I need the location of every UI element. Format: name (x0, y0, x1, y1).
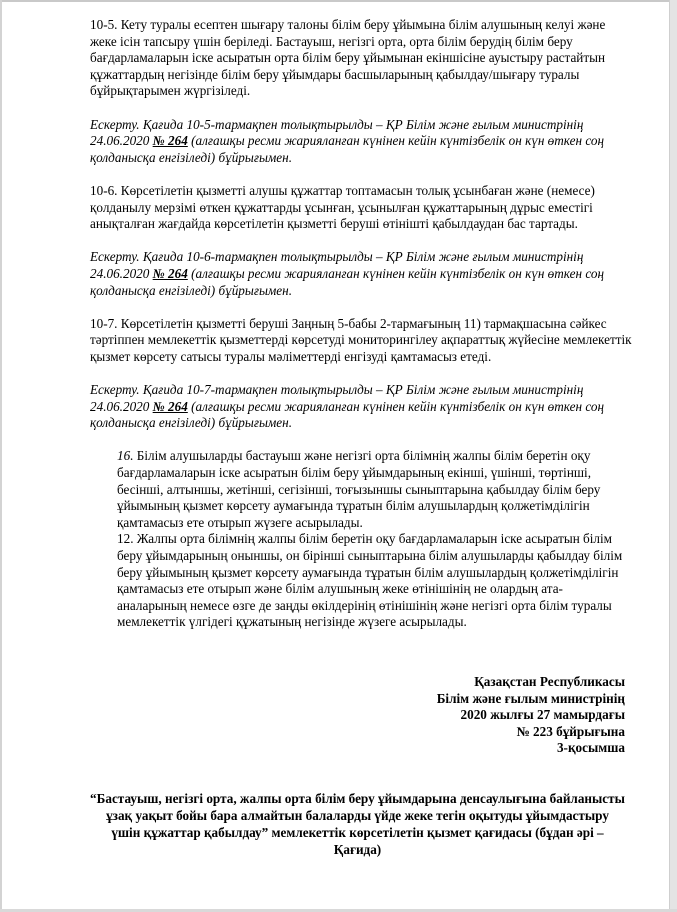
signature-line-5: 3-қосымша (556, 740, 625, 756)
note-10-6 (90, 249, 635, 299)
paragraph-10-5: 10-5. Кету туралы есептен шығару талоны білім беру ұйымына білім алушының келуі және жеке ісін тапсыру үшін беріледі. Бастауыш, негізгі орта, орта білім берудің білім беру бағдарламаларын іске асыратын орта білім беру ұйымынан екіншісіне ауыстыру растайтын құжаттардың негізінде білім беру ұйымдары басшыларының қабылдау/шығару туралы бұйрықтарымен жүргізіледі. (90, 17, 606, 99)
signature-line-2: Білім және ғылым министрінің (436, 690, 625, 706)
note-10-5 (90, 117, 635, 167)
note-10-5-prefix: Ескерту. Қағида 10-5-тармақпен толықтырылды – ҚР Білім және ғылым министрінің 24.06.2020 (90, 116, 584, 149)
note-10-6-link[interactable]: № 264 (152, 265, 188, 281)
signature-line-1: Қазақстан Республикасы (474, 673, 625, 689)
document-title: “Бастауыш, негізгі орта, жалпы орта білім беру ұйымдарына денсаулығына байланысты ұзақ уақыт бойы бара алмайтын балаларды үйде жеке тегін оқытуды ұйымдастыру үшін құжаттар қабылдау” мемлекеттік көрсетілетін қызмет қағидасы (бұдан әрі – Қағида) (90, 790, 625, 857)
signature-line-3: 2020 жылғы 27 мамырдағы (460, 707, 625, 723)
indented-block (117, 448, 627, 631)
window-top-edge (0, 0, 677, 2)
paragraph-10-7: 10-7. Көрсетілетін қызметті беруші Заңның 5-бабы 2-тармағының 11) тармақшасына сәйкес тәртіппен мемлекеттік қызметтерді көрсетуді мониторингілеу ақпараттық жүйесіне мемлекеттік қызмет көрсету сатысы туралы мәліметтерді енгізуді қамтамасыз етеді. (90, 315, 632, 364)
note-10-7 (90, 382, 635, 432)
note-10-6-prefix: Ескерту. Қағида 10-6-тармақпен толықтырылды – ҚР Білім және ғылым министрінің 24.06.2020 (90, 249, 584, 281)
paragraph-10-6: 10-6. Көрсетілетін қызметті алушы құжаттар топтамасын толық ұсынбаған және (немесе) қолданылу мерзімі өткен құжаттарды ұсынған, ұсынылған құжаттарының дұрыс еместігі анықталған жағдайда көрсетілетін қызметті беруші өтінішті қабылдаудан бас тартады. (90, 182, 595, 232)
note-10-5-suffix: (алғашқы ресми жарияланған күнінен кейін күнтізбелік он күн өткен соң қолданысқа енгізіледі) бұйрығымен. (90, 133, 604, 165)
note-10-7-prefix: Ескерту. Қағида 10-7-тармақпен толықтырылды – ҚР Білім және ғылым министрінің 24.06.2020 (90, 382, 584, 414)
paragraph-11-text: Білім алушыларды бастауыш және негізгі орта білімнің жалпы білім беретін оқу бағдарламаларын іске асыратын білім беру ұйымдарының екінші, үшінші, төртінші, бесінші, алтыншы, жетінші, сегізінші, тоғызыншы сыныптарына қабылдау білім беру ұйымының қызмет көрсету аумағында тұратын білім алушылардың қолжетімділігін қамтамасыз ете отырып жүзеге асырылады. (117, 448, 601, 530)
paragraph-12: 12. Жалпы орта білімнің жалпы білім беретін оқу бағдарламаларын іске асыратын білім беру ұйымдарының оныншы, он бірінші сыныптарына білім алушыларды қабылдау білім беру ұйымының қызмет көрсету аумағында тұратын білім алушылардың қолжетімділігін қамтамасыз ете отырып және білім алушының жеке өтінішінің не олардың ата-аналарының немесе өзге де заңды өкілдерінің өтінішінің және негізгі орта білім туралы мемлекеттік үлгідегі құжатының негізінде жүзеге асырылады. (117, 531, 623, 630)
note-10-5-link[interactable]: № 264 (152, 133, 188, 149)
note-10-7-suffix: (алғашқы ресми жарияланған күнінен кейін күнтізбелік он күн өткен соң қолданысқа енгізіледі) бұйрығымен. (90, 398, 604, 431)
paragraph-11-number: 16. (117, 448, 134, 464)
appendix-signature-block (90, 674, 635, 757)
paragraph-11 (117, 448, 627, 531)
window-left-edge (0, 0, 2, 912)
note-10-6-suffix: (алғашқы ресми жарияланған күнінен кейін күнтізбелік он күн өткен соң қолданысқа енгізіледі) бұйрығымен. (90, 265, 604, 298)
note-10-7-link[interactable]: № 264 (152, 398, 188, 414)
vertical-scrollbar[interactable] (669, 0, 677, 912)
signature-line-4: № 223 бұйрығына (516, 723, 625, 739)
document-page (90, 17, 635, 858)
